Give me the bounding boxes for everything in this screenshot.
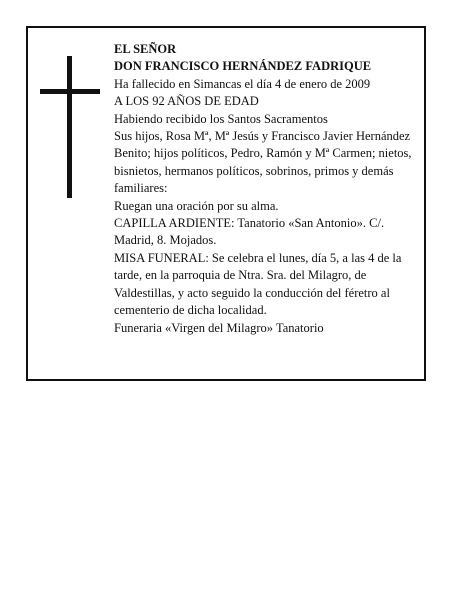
funeral-mass: MISA FUNERAL: Se celebra el lunes, día 5, a las 4 de la tarde, en la parroquia de Ntra. Sra. del Milagro, de Valdestillas, y acto seguido la conducción del féretro al cementerio de dicha localidad. (114, 250, 402, 318)
family-paragraph: Sus hijos, Rosa Mª, Mª Jesús y Francisco Javier Hernández Benito; hijos políticos, Pedro, Ramón y Mª Carmen; nietos, bisnietos, hermanos políticos, sobrinos, primos y demás familiares: (114, 129, 412, 196)
sacraments-line: Habiendo recibido los Santos Sacramentos (114, 111, 328, 126)
deceased-name: DON FRANCISCO HERNÁNDEZ FADRIQUE (114, 59, 372, 74)
death-info: Ha fallecido en Simancas el día 4 de enero de 2009 (114, 76, 371, 91)
wake-location: CAPILLA ARDIENTE: Tanatorio «San Antonio». C/. Madrid, 8. Mojados. (114, 216, 385, 248)
notice-title-line-1: EL SEÑOR (114, 42, 177, 56)
age-line: A LOS 92 AÑOS DE EDAD (114, 94, 259, 109)
obituary-text (114, 41, 419, 337)
obituary-notice (26, 26, 426, 381)
funeral-home: Funeraria «Virgen del Milagro» Tanatorio (114, 320, 324, 335)
cross-icon (40, 56, 100, 198)
prayer-request: Ruegan una oración por su alma. (114, 198, 279, 213)
